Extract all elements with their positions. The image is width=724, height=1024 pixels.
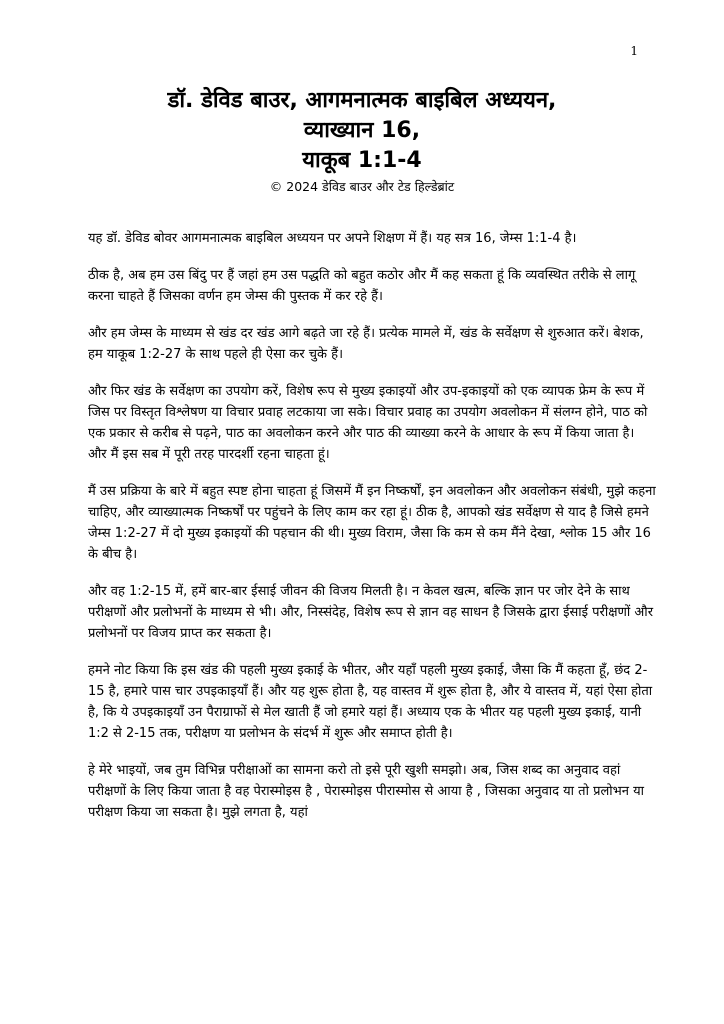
paragraph: ठीक है, अब हम उस बिंदु पर हैं जहां हम उस पद्धति को बहुत कठोर और मैं कह सकता हूं कि व्यवस्थित तरीके से लागू करना चाहते हैं जिसका वर्णन हम जेम्स की पुस्तक में कर रहे हैं। [88, 268, 636, 304]
paragraph: और फिर खंड के सर्वेक्षण का उपयोग करें, विशेष रूप से मुख्य इकाइयों और उप-इकाइयों को एक व्यापक फ्रेम के रूप में जिस पर विस्तृत विश्लेषण या विचार प्रवाह लटकाया जा सके। विचार प्रवाह का उपयोग अवलोकन में संलग्न होने, पाठ को एक प्रकार से करीब से पढ़ने, पाठ का अवलोकन करने और पाठ की व्याख्या करने के आधार के रूप में किया जाता है। और मैं इस सब में पूरी तरह पारदर्शी रहना चाहता हूं। [88, 384, 648, 462]
copyright-notice: © 2024 डेविड बाउर और टेड हिल्डेब्रांट [269, 179, 455, 194]
paragraph: और हम जेम्स के माध्यम से खंड दर खंड आगे बढ़ते जा रहे हैं। प्रत्येक मामले में, खंड के सर्वेक्षण से शुरुआत करें। बेशक, हम याकूब 1:2-27 के साथ पहले ही ऐसा कर चुके हैं। [88, 326, 644, 362]
paragraph: और वह 1:2-15 में, हमें बार-बार ईसाई जीवन की विजय मिलती है। न केवल खत्म, बल्कि ज्ञान पर जोर देने के साथ परीक्षणों और प्रलोभनों के माध्यम से भी। और, निस्संदेह, विशेष रूप से ज्ञान वह साधन है जिसके द्वारा ईसाई परीक्षणों और प्रलोभनों पर विजय प्राप्त कर सकता है। [88, 584, 654, 641]
transcript-body [88, 228, 656, 839]
paragraph: हे मेरे भाइयों, जब तुम विभिन्न परीक्षाओं का सामना करो तो इसे पूरी खुशी समझो। अब, जिस शब्द का अनुवाद वहां परीक्षणों के लिए किया जाता है वह पेरास्मोइस है , पेरास्मोइस पीरास्मोस से आया है , जिसका अनुवाद या तो प्रलोभन या परीक्षण किया जा सकता है। मुझे लगता है, यहां [88, 763, 645, 820]
document-title-line-1: डॉ. डेविड बाउर, आगमनात्मक बाइबिल अध्ययन, [167, 88, 557, 113]
page-number: 1 [630, 44, 638, 58]
document-title-line-2: व्याख्यान 16, [303, 118, 421, 143]
paragraph: हमने नोट किया कि इस खंड की पहली मुख्य इकाई के भीतर, और यहाँ पहली मुख्य इकाई, जैसा कि मैं कहता हूँ, छंद 2-15 है, हमारे पास चार उपइकाइयाँ हैं। और यह शुरू होता है, यह वास्तव में शुरू होता है, और ये वास्तव में, यहां ऐसा होता है, कि ये उपइकाइयाँ उन पैराग्राफों से मेल खाती हैं जो हमारे यहां हैं। अध्याय एक के भीतर यह पहली मुख्य इकाई, यानी 1:2 से 2-15 तक, परीक्षण या प्रलोभन के संदर्भ में शुरू और समाप्त होती है। [88, 663, 653, 741]
paragraph: यह डॉ. डेविड बोवर आगमनात्मक बाइबिल अध्ययन पर अपने शिक्षण में हैं। यह सत्र 16, जेम्स 1:1-4 है। [88, 231, 577, 246]
paragraph: मैं उस प्रक्रिया के बारे में बहुत स्पष्ट होना चाहता हूं जिसमें मैं इन निष्कर्षों, इन अवलोकन और अवलोकन संबंधी, मुझे कहना चाहिए, और व्याख्यात्मक निष्कर्षों पर पहुंचने के लिए काम कर रहा हूं। ठीक है, आपको खंड सर्वेक्षण से याद है जिसे हमने जेम्स 1:2-27 में दो मुख्य इकाइयों की पहचान की थी। मुख्य विराम, जैसा कि कम से कम मैंने देखा, श्लोक 15 और 16 के बीच है। [88, 484, 656, 562]
title-block [60, 86, 664, 196]
document-title-line-3: याकूब 1:1-4 [302, 148, 422, 173]
